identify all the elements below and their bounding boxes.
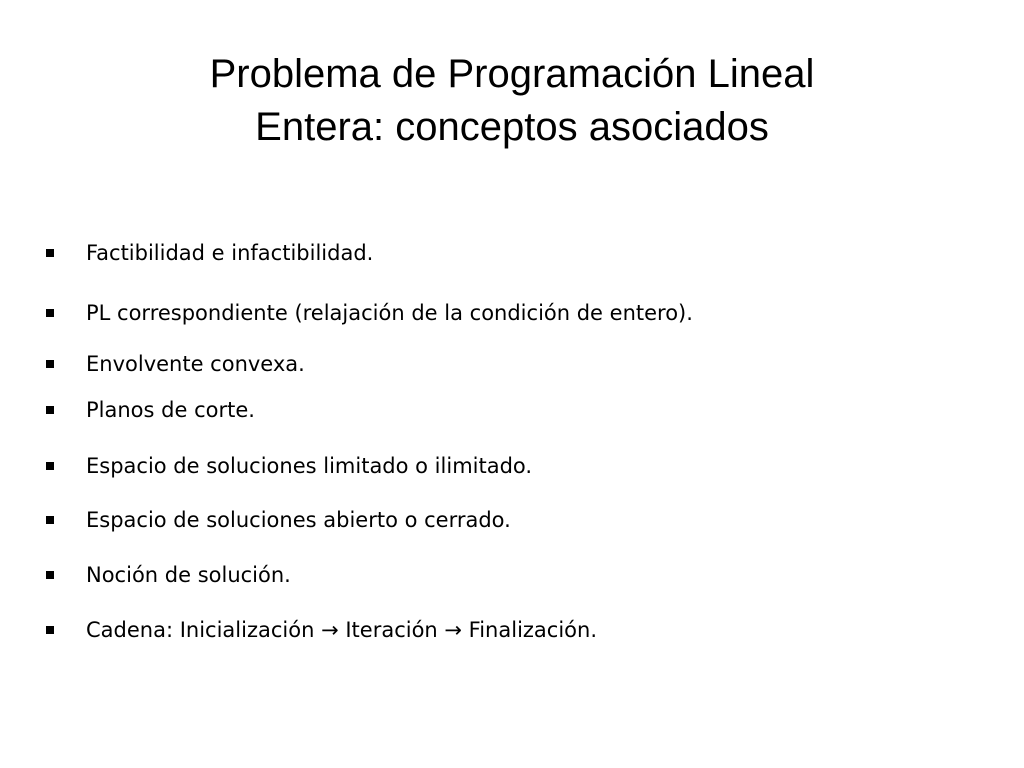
- square-bullet-icon: [46, 462, 54, 470]
- square-bullet-icon: [46, 249, 54, 257]
- bullet-item: [46, 505, 511, 535]
- bullet-text: Cadena: Inicialización → Iteración → Finalización.: [86, 618, 598, 642]
- square-bullet-icon: [46, 406, 54, 414]
- square-bullet-icon: [46, 516, 54, 524]
- bullet-text: Espacio de soluciones abierto o cerrado.: [86, 508, 511, 532]
- bullet-text: PL correspondiente (relajación de la condición de entero).: [86, 301, 693, 325]
- bullet-item: [46, 298, 693, 328]
- square-bullet-icon: [46, 360, 54, 368]
- bullet-item: [46, 238, 373, 268]
- bullet-item: [46, 615, 597, 645]
- bullet-item: [46, 451, 532, 481]
- bullet-text: Espacio de soluciones limitado o ilimitado.: [86, 454, 533, 478]
- slide-title-line-2: Entera: conceptos asociados: [255, 105, 769, 149]
- slide-title-line-1: Problema de Programación Lineal: [209, 52, 815, 96]
- bullet-text: Noción de solución.: [86, 563, 291, 587]
- square-bullet-icon: [46, 309, 54, 317]
- bullet-text: Envolvente convexa.: [86, 352, 305, 376]
- bullet-text: Factibilidad e infactibilidad.: [86, 241, 374, 265]
- bullet-item: [46, 349, 305, 379]
- bullet-item: [46, 395, 255, 425]
- bullet-item: [46, 560, 291, 590]
- bullet-text: Planos de corte.: [86, 398, 255, 422]
- square-bullet-icon: [46, 626, 54, 634]
- square-bullet-icon: [46, 571, 54, 579]
